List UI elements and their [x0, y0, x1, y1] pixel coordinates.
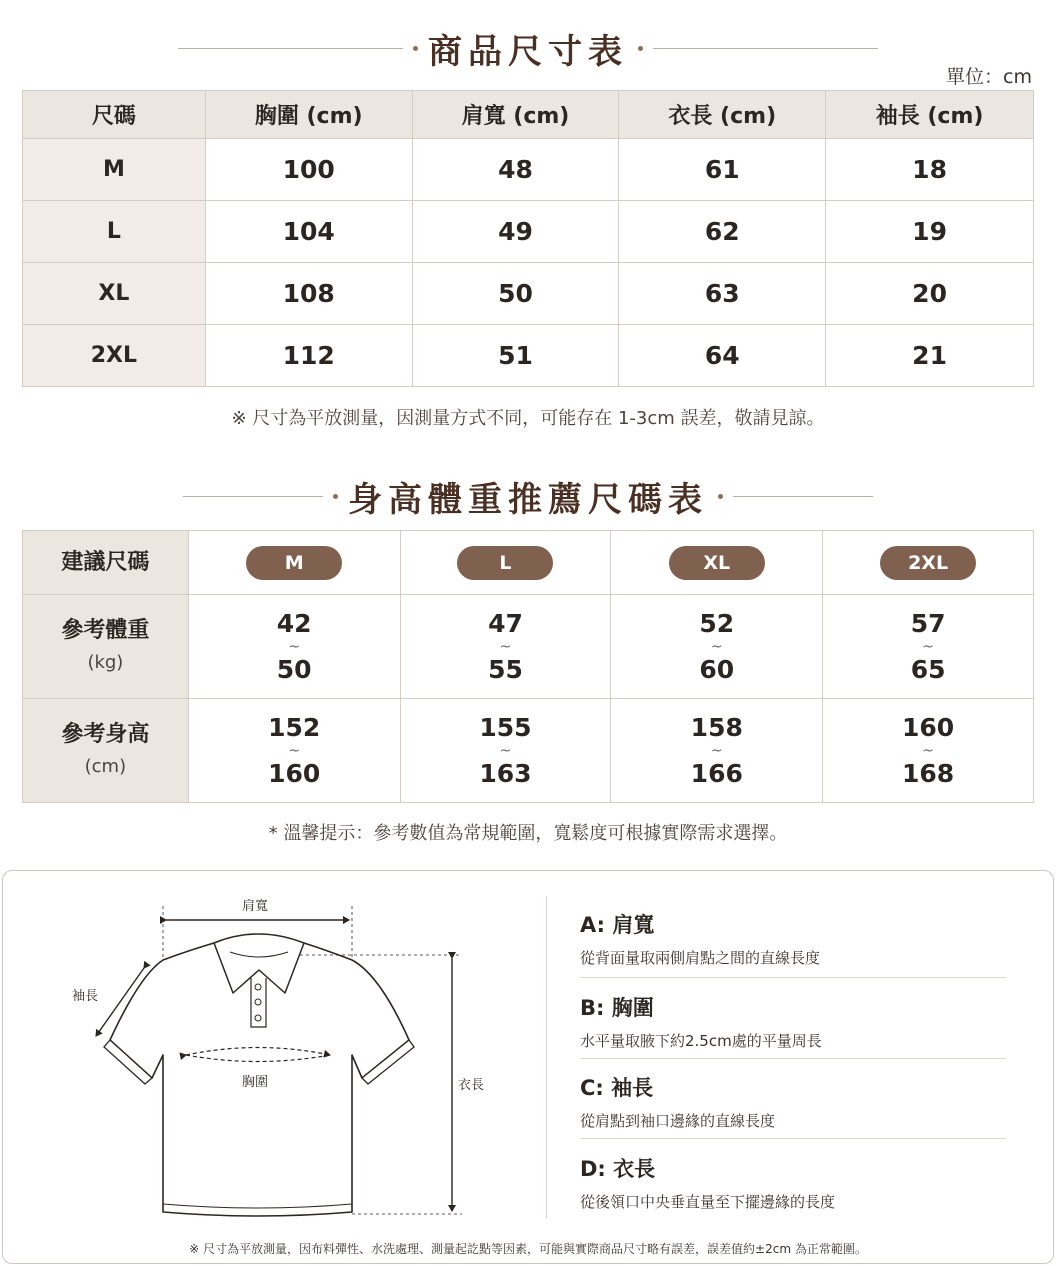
size-cell [611, 531, 823, 595]
size-cell [188, 531, 400, 595]
definition-title: A: 肩寬 [580, 913, 655, 937]
title-dot [413, 46, 418, 51]
weight-row [23, 595, 1034, 699]
weight-cell [188, 595, 400, 699]
definition-separator [580, 1058, 1006, 1059]
size-pill: L [457, 546, 553, 580]
range-tilde: ~ [499, 742, 512, 759]
definition-title: C: 袖長 [580, 1076, 654, 1100]
header-sleeve: 袖長 (cm) [826, 91, 1034, 139]
cell-shoulder: 50 [412, 263, 619, 325]
header-chest: 胸圍 (cm) [205, 91, 412, 139]
weight-max: 65 [910, 654, 946, 684]
cell-sleeve: 20 [826, 263, 1034, 325]
height-unit: (cm) [84, 755, 127, 777]
range-tilde: ~ [288, 638, 301, 655]
size-row [23, 531, 1034, 595]
height-min: 155 [479, 712, 532, 742]
range-tilde: ~ [922, 638, 934, 655]
cell-length: 64 [619, 325, 826, 387]
cell-length: 62 [619, 201, 826, 263]
size-chart-title-row [0, 26, 1056, 70]
height-max: 166 [690, 758, 743, 788]
weight-min: 52 [699, 608, 735, 638]
weight-cell [611, 595, 823, 699]
range-tilde: ~ [710, 638, 723, 655]
height-row [23, 699, 1034, 803]
cell-chest: 100 [205, 139, 412, 201]
table-row [23, 325, 1034, 387]
size-pill: XL [669, 546, 765, 580]
definition-shoulder [580, 909, 1006, 968]
weight-min: 47 [488, 608, 523, 638]
cell-shoulder: 51 [412, 325, 619, 387]
range-tilde: ~ [288, 742, 301, 759]
range-tilde: ~ [710, 742, 723, 759]
weight-min: 42 [276, 608, 312, 638]
cell-sleeve: 21 [826, 325, 1034, 387]
definition-desc: 從背面量取兩側肩點之間的直線長度 [580, 949, 821, 967]
size-pill: M [246, 546, 342, 580]
size-table [22, 90, 1034, 387]
height-min: 158 [690, 712, 743, 742]
shoulder-label: 肩寬 [242, 899, 269, 914]
recommend-title: 身高體重推薦尺碼表 [348, 479, 708, 520]
cell-chest: 112 [205, 325, 412, 387]
cell-shoulder: 49 [412, 201, 619, 263]
weight-max: 60 [699, 654, 735, 684]
title-dot [638, 46, 643, 51]
range-tilde: ~ [499, 638, 512, 655]
weight-max: 55 [488, 654, 523, 684]
cell-sleeve: 19 [826, 201, 1034, 263]
definition-desc: 從後領口中央垂直量至下擺邊緣的長度 [580, 1193, 836, 1211]
title-dot [333, 494, 338, 499]
length-label: 衣長 [458, 1078, 485, 1093]
definition-title: B: 胸圍 [580, 996, 654, 1020]
guide-footnote: ※ 尺寸為平放測量，因布料彈性、水洗處理、測量起訖點等因素，可能與實際商品尺寸略有誤差，誤差值約±2cm 為正常範圍。 [189, 1242, 867, 1256]
recommend-table [22, 530, 1034, 803]
chest-label: 胸圍 [242, 1075, 269, 1090]
height-min: 160 [901, 712, 955, 742]
row-size: XL [23, 263, 206, 325]
definition-separator [580, 1138, 1006, 1139]
size-chart-note: ※ 尺寸為平放測量，因測量方式不同，可能存在 1-3cm 誤差，敬請見諒。 [231, 408, 825, 429]
size-chart-title: 商品尺寸表 [428, 31, 628, 72]
height-row-label [23, 699, 189, 803]
definition-chest [580, 992, 1006, 1051]
height-label: 參考身高 [61, 721, 150, 747]
cell-shoulder: 48 [412, 139, 619, 201]
sleeve-label: 袖長 [72, 989, 99, 1004]
table-row [23, 263, 1034, 325]
weight-cell [823, 595, 1034, 699]
height-max: 163 [479, 758, 532, 788]
definition-separator [580, 977, 1006, 978]
weight-row-label [23, 595, 189, 699]
size-pill: 2XL [880, 546, 976, 580]
weight-max: 50 [276, 654, 312, 684]
table-row [23, 201, 1034, 263]
weight-cell [400, 595, 611, 699]
cell-length: 63 [619, 263, 826, 325]
recommend-note: * 溫馨提示：參考數值為常規範圍，寬鬆度可根據實際需求選擇。 [268, 823, 788, 844]
definition-length [580, 1153, 1006, 1212]
header-size: 尺碼 [23, 91, 206, 139]
header-length: 衣長 (cm) [619, 91, 826, 139]
definition-desc: 水平量取腋下約2.5cm處的平量周長 [580, 1032, 822, 1050]
table-header-row [23, 91, 1034, 139]
size-cell [400, 531, 611, 595]
height-max: 160 [268, 758, 321, 788]
height-max: 168 [901, 758, 955, 788]
guide-divider [546, 896, 547, 1218]
definition-title: D: 衣長 [580, 1157, 656, 1181]
height-cell [400, 699, 611, 803]
height-cell [823, 699, 1034, 803]
cell-sleeve: 18 [826, 139, 1034, 201]
size-row-label: 建議尺碼 [23, 531, 189, 595]
height-cell [188, 699, 400, 803]
unit-label: 單位：cm [946, 66, 1032, 88]
header-shoulder: 肩寬 (cm) [412, 91, 619, 139]
cell-chest: 108 [205, 263, 412, 325]
row-size: L [23, 201, 206, 263]
definition-sleeve [580, 1072, 1006, 1131]
height-cell [611, 699, 823, 803]
definition-desc: 從肩點到袖口邊緣的直線長度 [580, 1112, 776, 1130]
cell-length: 61 [619, 139, 826, 201]
row-size: 2XL [23, 325, 206, 387]
size-cell [823, 531, 1034, 595]
weight-min: 57 [910, 608, 946, 638]
table-row [23, 139, 1034, 201]
row-size: M [23, 139, 206, 201]
cell-chest: 104 [205, 201, 412, 263]
recommend-title-row [0, 474, 1056, 518]
weight-unit: (kg) [87, 651, 124, 673]
range-tilde: ~ [922, 742, 934, 759]
height-min: 152 [268, 712, 321, 742]
title-dot [718, 494, 723, 499]
weight-label: 參考體重 [61, 617, 150, 643]
shirt-diagram [0, 880, 540, 1230]
